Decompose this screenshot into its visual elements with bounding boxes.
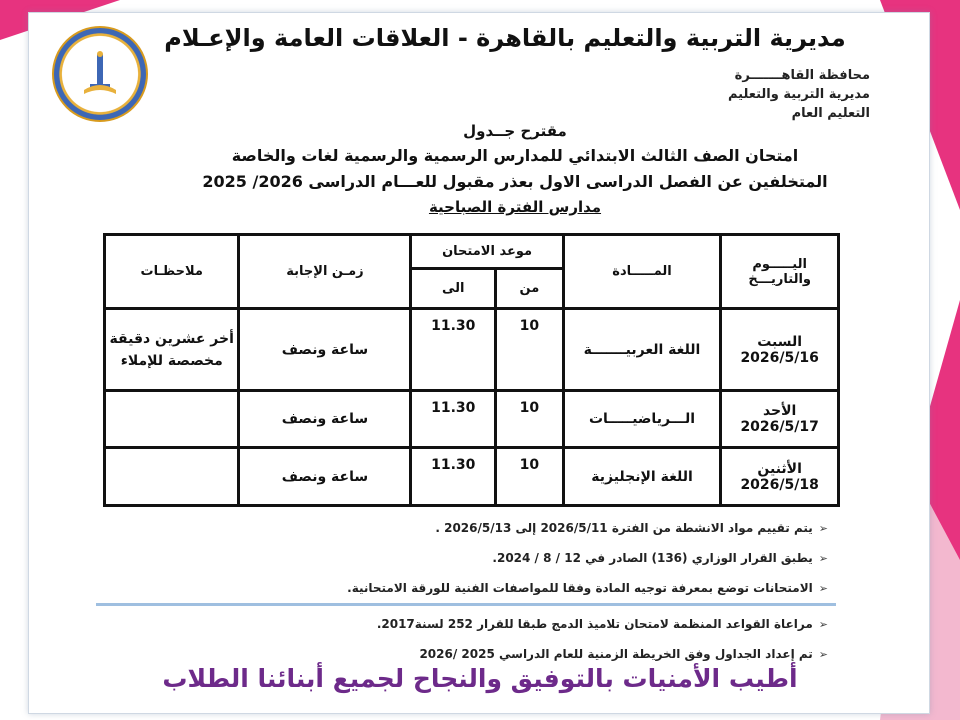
header-exam-time: موعد الامتحان — [411, 235, 563, 269]
governorate-label: محافظة القاهـــــــرة — [734, 68, 870, 83]
directorate-logo — [52, 26, 148, 122]
subject-cell: اللغة العربيـــــــة — [563, 309, 721, 391]
to-cell: 11.30 — [411, 448, 496, 506]
from-cell: 10 — [496, 448, 564, 506]
day-date-cell: الأثنين 2026/5/18 — [721, 448, 839, 506]
list-item: ➢تم إعداد الجداول وفق الخريطة الزمنية للعام الدراسي 2025 /2026 — [419, 647, 828, 661]
table-row — [105, 391, 839, 448]
schedule-heading: مقترح جــدول — [463, 122, 567, 140]
divider — [96, 603, 836, 606]
arrow-bullet-icon: ➢ — [818, 522, 828, 535]
subject-cell: الـــرياضيـــــات — [563, 391, 721, 448]
directorate-label: مديرية التربية والتعليم — [727, 87, 870, 102]
header-day-date: اليـــــوم والتاريـــخ — [721, 235, 839, 309]
list-item: ➢يتم تقييم مواد الانشطة من الفترة 2026/5/11 إلى 2026/5/13 . — [435, 521, 828, 535]
duration-cell: ساعة ونصف — [239, 391, 411, 448]
header-to: الى — [411, 269, 496, 309]
from-cell: 10 — [496, 309, 564, 391]
table-row — [105, 309, 839, 391]
schedule-subtitle-2: المتخلفين عن الفصل الدراسى الاول بعذر مقبول للعـــام الدراسى 2026/ 2025 — [202, 172, 828, 191]
day-date-cell: السبت 2026/5/16 — [721, 309, 839, 391]
header-remarks: ملاحظـات — [105, 235, 239, 309]
header-duration: زمـن الإجابة — [239, 235, 411, 309]
day-date-cell: الأحد 2026/5/17 — [721, 391, 839, 448]
to-cell: 11.30 — [411, 391, 496, 448]
list-item: ➢مراعاة القواعد المنظمة لامتحان تلاميذ الدمج طبقا للقرار 252 لسنة2017. — [376, 617, 828, 631]
header-from: من — [496, 269, 564, 309]
remarks-cell: أخر عشرين دقيقة مخصصة للإملاء — [105, 309, 239, 391]
banner-title: مديرية التربية والتعليم بالقاهرة - العلاقات العامة والإعـلام — [164, 24, 846, 52]
arrow-bullet-icon: ➢ — [818, 648, 828, 661]
notes-list — [128, 513, 828, 669]
from-cell: 10 — [496, 391, 564, 448]
schedule-shift: مدارس الفترة الصباحية — [428, 198, 602, 216]
remarks-cell — [105, 448, 239, 506]
table-row — [105, 448, 839, 506]
schedule-subtitle: امتحان الصف الثالث الابتدائي للمدارس الرسمية والرسمية لغات والخاصة — [231, 146, 799, 165]
closing-wish: أطيب الأمنيات بالتوفيق والنجاح لجميع أبنائنا الطلاب — [162, 664, 798, 693]
department-label: التعليم العام — [791, 106, 870, 121]
to-cell: 11.30 — [411, 309, 496, 391]
list-item: ➢الامتحانات توضع بمعرفة توجيه المادة وفقا للمواصفات الفنية للورقة الامتحانية. — [347, 581, 828, 595]
remarks-cell — [105, 391, 239, 448]
arrow-bullet-icon: ➢ — [818, 582, 828, 595]
duration-cell: ساعة ونصف — [239, 448, 411, 506]
subject-cell: اللغة الإنجليزية — [563, 448, 721, 506]
duration-cell: ساعة ونصف — [239, 309, 411, 391]
arrow-bullet-icon: ➢ — [818, 618, 828, 631]
header-subject: المـــــادة — [563, 235, 721, 309]
exam-schedule-table — [103, 233, 840, 507]
office-header — [728, 66, 870, 123]
arrow-bullet-icon: ➢ — [818, 552, 828, 565]
list-item: ➢يطبق القرار الوزاري (136) الصادر في 12 / 8 / 2024. — [492, 551, 828, 565]
